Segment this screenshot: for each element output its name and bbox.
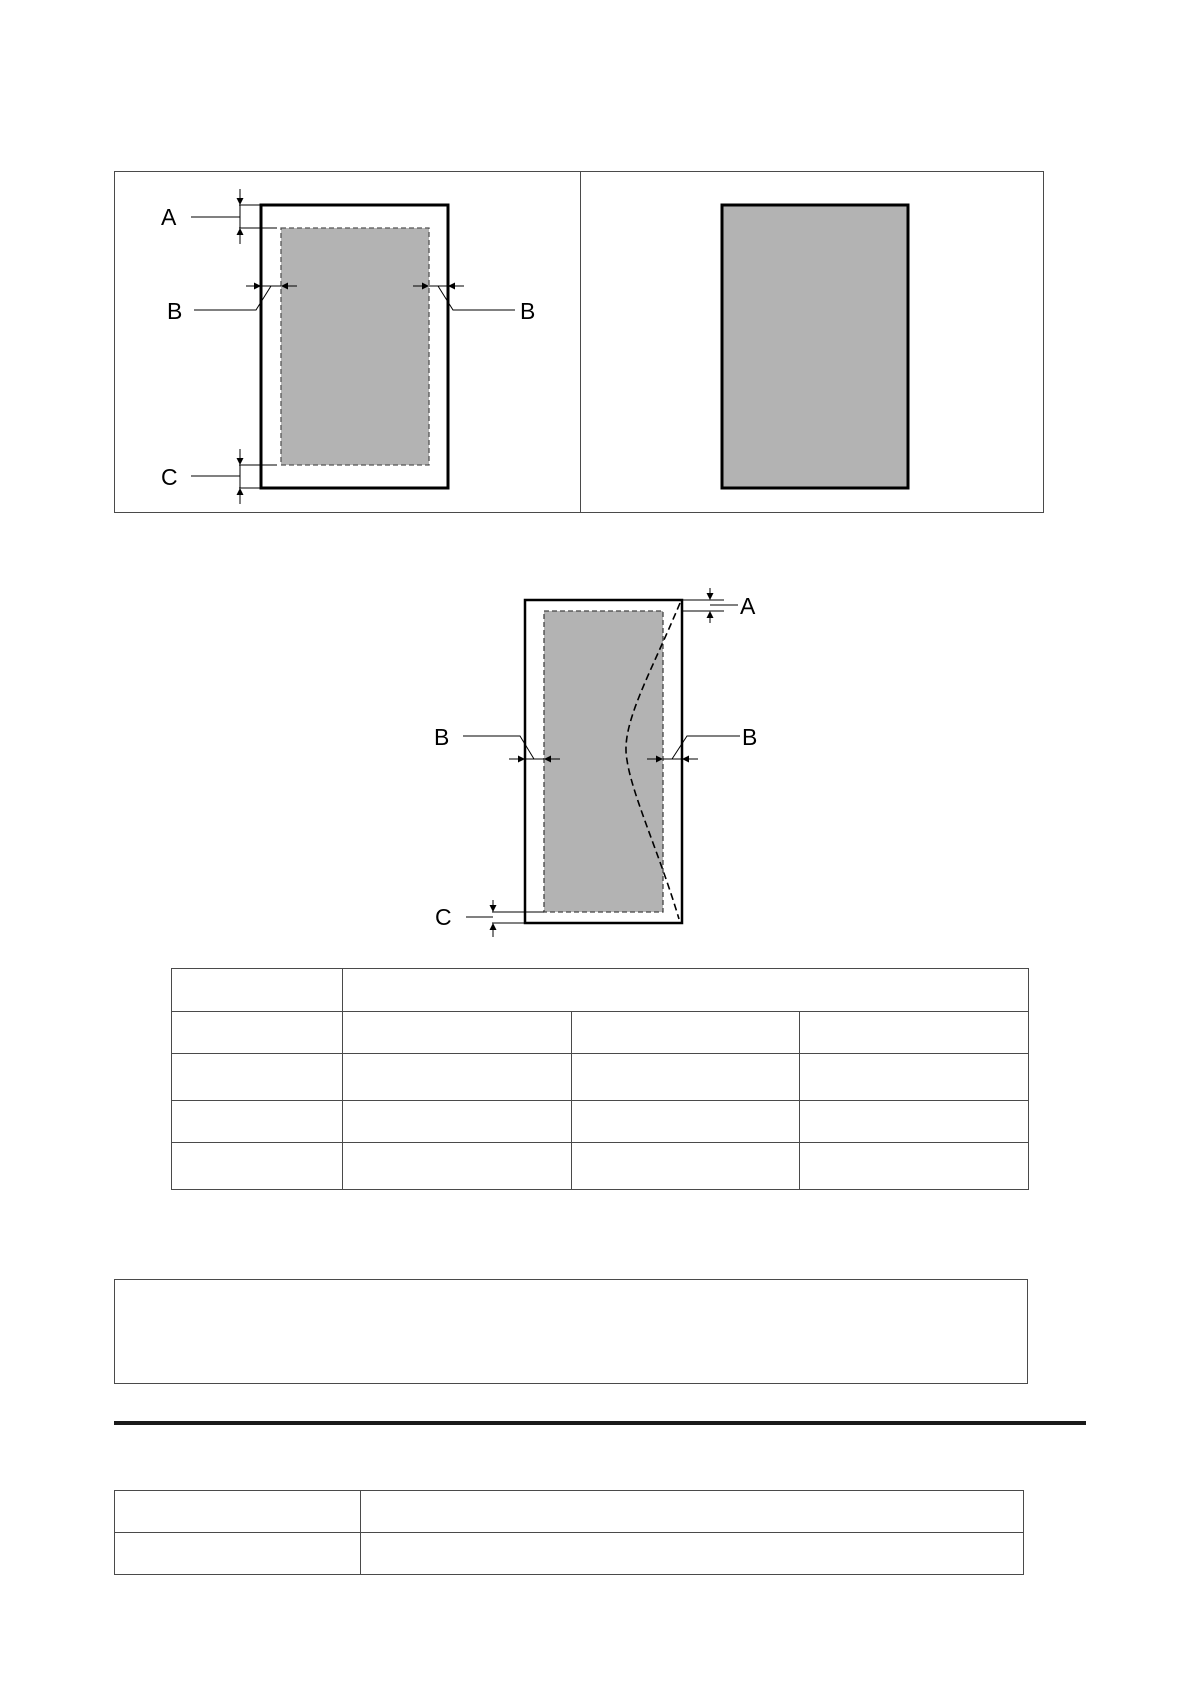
- borderless-diagram: [581, 172, 1043, 512]
- margin-b-left-label: B: [167, 298, 183, 324]
- table-cell: [343, 1012, 572, 1054]
- table-row: [115, 1533, 1024, 1575]
- borderless-sheet: [722, 205, 908, 488]
- margin-table: [171, 968, 1029, 1190]
- table-row: [172, 969, 1029, 1012]
- printable-area: [281, 228, 429, 465]
- table-cell: [800, 1012, 1029, 1054]
- table-cell: [343, 1143, 572, 1190]
- table-cell: [115, 1491, 361, 1533]
- section-divider: [114, 1421, 1086, 1425]
- table-cell: [800, 1054, 1029, 1101]
- table-cell: [572, 1101, 800, 1143]
- envelope-margin-c-label: C: [435, 904, 452, 930]
- table-cell: [800, 1101, 1029, 1143]
- table-cell: [115, 1533, 361, 1575]
- margin-a-label: A: [161, 204, 177, 230]
- table-cell: [172, 1054, 343, 1101]
- table-cell: [172, 1101, 343, 1143]
- envelope-margin-b-right-label: B: [742, 724, 758, 750]
- table-row: [115, 1491, 1024, 1533]
- table-cell: [343, 1054, 572, 1101]
- table-row: [172, 1054, 1029, 1101]
- envelope-margins-diagram: [420, 585, 780, 945]
- note-box: [114, 1279, 1028, 1384]
- table-cell: [172, 1143, 343, 1190]
- envelope-margin-a-label: A: [740, 593, 756, 619]
- table-cell: [172, 1012, 343, 1054]
- envelope-printable-area: [544, 611, 663, 912]
- envelope-margin-a-indicator: [682, 588, 738, 623]
- table-cell: [572, 1012, 800, 1054]
- margin-b-right-label: B: [520, 298, 536, 324]
- margin-c-label: C: [161, 464, 178, 490]
- table-row: [172, 1143, 1029, 1190]
- table-cell: [361, 1491, 1024, 1533]
- table-row: [172, 1101, 1029, 1143]
- table-cell: [343, 969, 1029, 1012]
- table-cell: [572, 1143, 800, 1190]
- table-cell: [172, 969, 343, 1012]
- note-text: [115, 1280, 1027, 1304]
- table-cell: [361, 1533, 1024, 1575]
- table-cell: [343, 1101, 572, 1143]
- table-cell: [800, 1143, 1029, 1190]
- paper-margin-figure: [114, 171, 1044, 513]
- envelope-margin-b-left-label: B: [434, 724, 450, 750]
- sheet-margins-diagram: [115, 172, 580, 512]
- spec-table: [114, 1490, 1024, 1575]
- table-row: [172, 1012, 1029, 1054]
- table-cell: [572, 1054, 800, 1101]
